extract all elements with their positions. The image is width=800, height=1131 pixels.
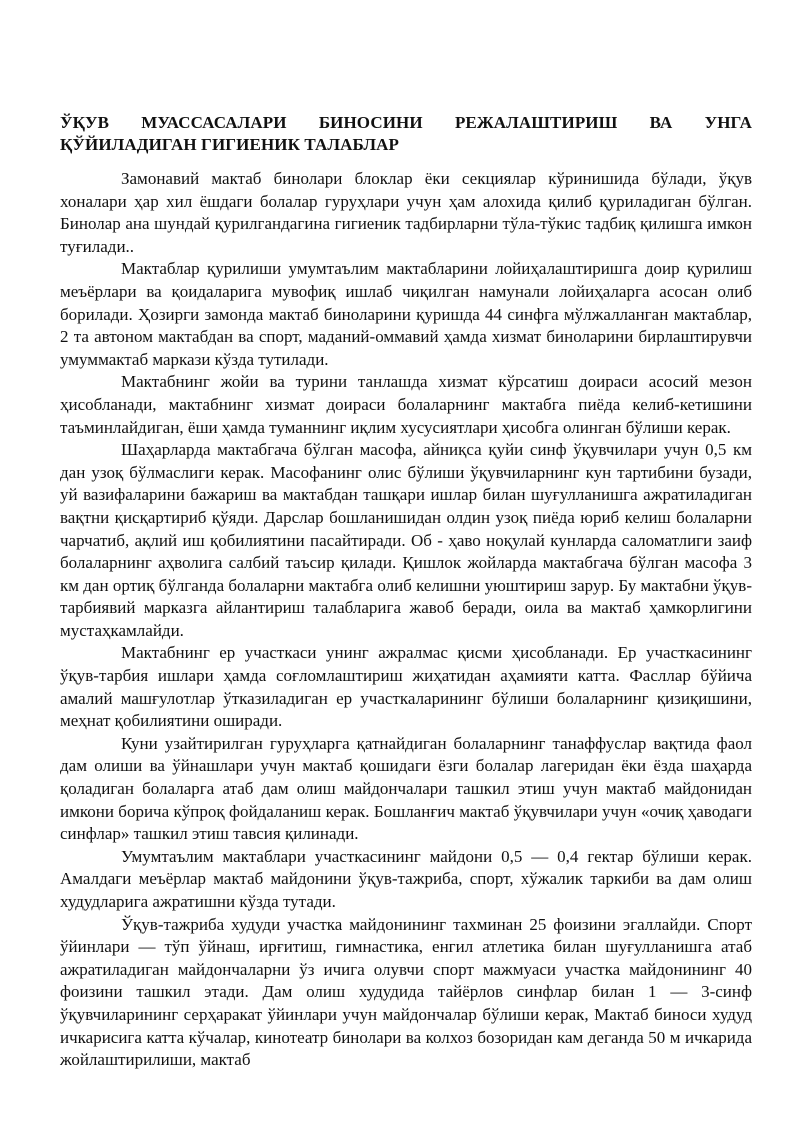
paragraph: Ўқув-тажриба худуди участка майдонининг тахминан 25 фоизини эгаллайди. Спорт ўйинлари — тўп ўйнаш, ирғитиш, гимнастика, енгил атлетика билан шуғулланишга атаб ажратиладиган майдончаларни ўз ичига олувчи спорт мажмуаси участка майдонининг 40 фоизини ташкил этади. Дам олиш худудида тайёрлов синфлар билан 1 — 3-синф ўқувчиларининг серҳаракат ўйинлари учун майдончалар бўлиши керак, Мактаб биноси худуд ичкарисига катта кўчалар, кинотеатр бинолари ва колхоз бозоридан кам деганда 50 м ичкарида жойлаштирилиши, мактаб xyxy=(60,914,752,1070)
paragraph: Умумтаълим мактаблари участкасининг майдони 0,5 — 0,4 гектар бўлиши керак. Амалдаги меъёрлар мактаб майдонини ўқув-тажриба, спорт, хўжалик таркиби ва дам олиш худудларига ажратишни кўзда тутади. xyxy=(60,846,752,911)
document-title: ЎҚУВ МУАССАСАЛАРИ БИНОСИНИ РЕЖАЛАШТИРИШ ВА УНГА ҚЎЙИЛАДИГАН ГИГИЕНИК ТАЛАБЛАР xyxy=(60,113,752,154)
paragraph: Шаҳарларда мактабгача бўлган масофа, айниқса қуйи синф ўқувчилари учун 0,5 км дан узоқ бўлмаслиги керак. Масофанинг олис бўлиши ўқувчиларнинг кун тартибини бузади, уй вазифаларини бажариш ва мактабдан ташқари ишлар билан шуғулланишга ажратиладиган вақтни қисқартириб қўяди. Дарслар бошланишидан олдин узоқ пиёда юриб келиш болаларни чарчатиб, ақлий иш қобилиятини пасайтиради. Об - ҳаво ноқулай кунларда саломатлиги заиф болаларнинг аҳволига салбий таъсир қилади. Қишлок жойларда мактабгача бўлган масофа 3 км дан ортиқ бўлганда болаларни мактабга олиб келишни уюштириш зарур. Бу мактабни ўқув-тарбиявий марказга айлантириш талабларига жавоб беради, оила ва мактаб ҳамкорлигини мустаҳкамлайди. xyxy=(60,440,752,640)
paragraph: Мактабнинг жойи ва турини танлашда хизмат кўрсатиш доираси асосий мезон ҳисобланади, мактабнинг хизмат доираси болаларнинг мактабга пиёда келиб-кетишини таъминлайдиган, ёши ҳамда туманнинг иқлим хусусиятлари ҳисобга олинган бўлиши керак. xyxy=(60,372,752,437)
paragraph: Куни узайтирилган гуруҳларга қатнайдиган болаларнинг танаффуслар вақтида фаол дам олиши ва ўйнашлари учун мактаб қошидаги ёзги болалар лагеридан ёки ёзда шаҳарда қоладиган болаларга атаб дам олиш майдончалари ташкил этиш учун мактаб майдонидан имкони борича кўпроқ фойдаланиш керак. Бошланғич мактаб ўқувчилари учун «очиқ ҳаводаги синфлар» ташкил этиш тавсия қилинади. xyxy=(60,733,752,844)
paragraph: Мактаблар қурилиши умумтаълим мактабларини лойиҳалаштиришга доир қурилиш меъёрлари ва қоидаларига мувофиқ ишлаб чиқилган намунали лойиҳаларга асосан олиб борилади. Ҳозирги замонда мактаб биноларини қуришда 44 синфга мўлжалланган мактаблар, 2 та автоном мактабдан ва спорт, маданий-оммавий ҳамда хизмат биноларини бирлаштирувчи умуммактаб маркази кўзда тутилади. xyxy=(60,259,752,369)
document-page xyxy=(60,112,752,1072)
paragraph: Мактабнинг ер участкаси унинг ажралмас қисми ҳисобланади. Ер участкасининг ўқув-тарбия ишлари ҳамда соғломлаштириш жиҳатидан аҳамияти катта. Фасллар бўйича амалий машғулотлар ўтказиладиган ер участкаларининг бўлиши болаларнинг қизиқишини, меҳнат қобилиятини оширади. xyxy=(60,643,752,731)
paragraph: Замонавий мактаб бинолари блоклар ёки секциялар кўринишида бўлади, ўқув хоналари ҳар хил ёшдаги болалар гуруҳлари учун ҳам алохида қилиб қуриладиган бўлган. Бинолар ана шундай қурилгандагина гигиеник тадбирларни тўла-тўкис тадбиқ қилишга имкон туғилади.. xyxy=(60,169,752,256)
